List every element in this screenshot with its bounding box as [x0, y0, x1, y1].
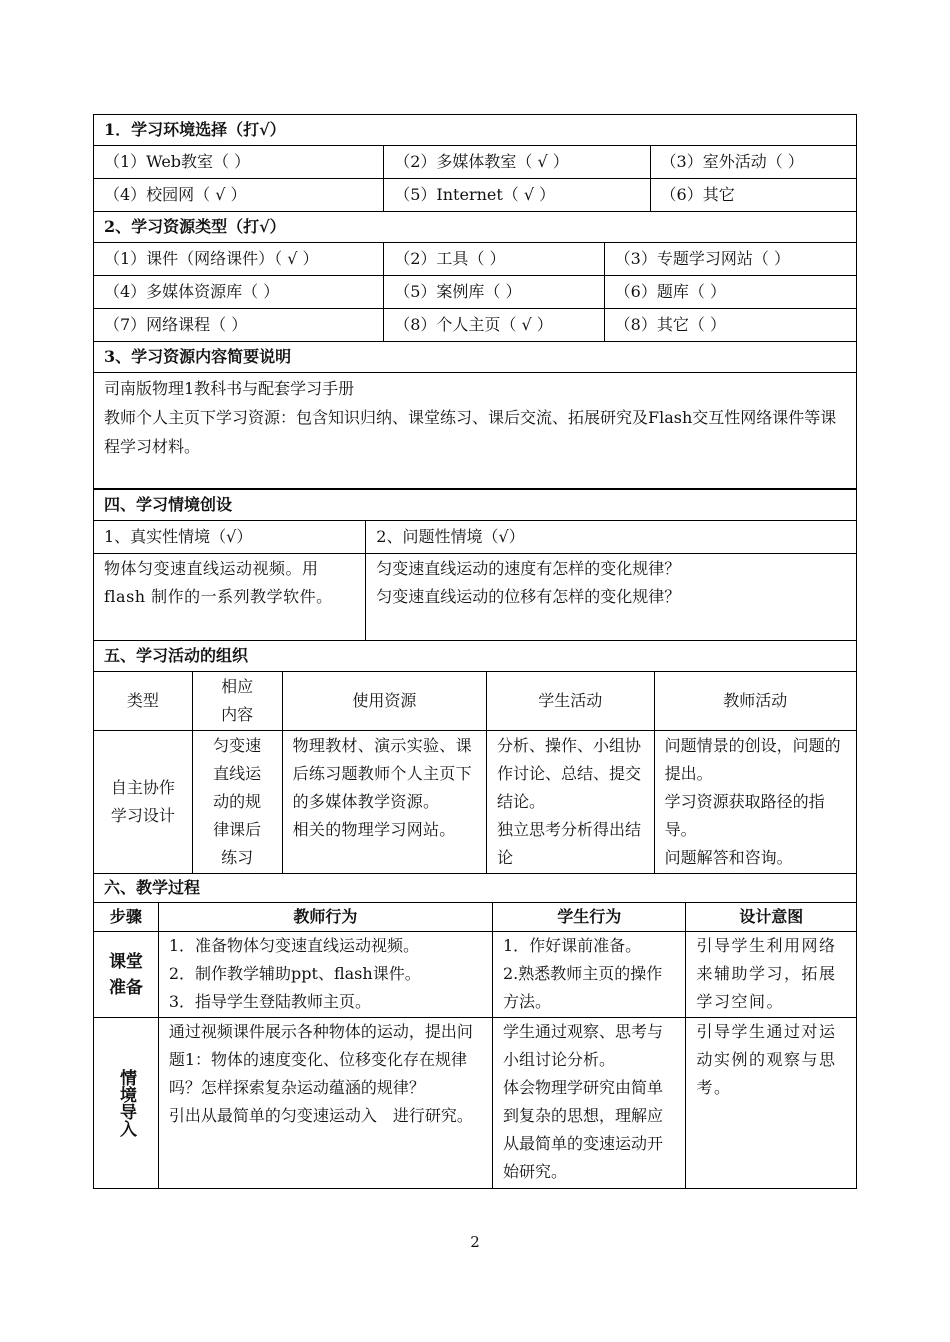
column-header: 教师活动 [723, 691, 788, 710]
student-line: 体会物理学研究由简单到复杂的思想，理解应从最简单的变速运动开始研究。 [502, 1078, 663, 1181]
table-row [94, 243, 856, 276]
option-cell: （4）校园网（ √ ） [94, 179, 384, 211]
option-cell: （8）个人主页（ √ ） [384, 309, 604, 341]
context-header: 2、问题性情境（√） [376, 527, 525, 546]
option-cell: （8）其它（ ） [614, 315, 726, 334]
page-number: 2 [470, 1233, 480, 1251]
activity-student [487, 731, 655, 873]
section-title: 四、学习情境创设 [94, 490, 856, 521]
teacher-line: 3．指导学生登陆教师主页。 [168, 992, 372, 1011]
table-header-row [94, 672, 856, 731]
description-body [94, 373, 856, 489]
teacher-behavior [159, 932, 493, 1017]
teacher-line: 1．准备物体匀变速直线运动视频。 [168, 936, 420, 955]
option-cell: （2）工具（ ） [384, 243, 604, 275]
student-line: 1．作好课前准备。 [502, 936, 642, 955]
section-title: 六、教学过程 [94, 874, 856, 903]
section-resource-type [93, 211, 857, 341]
student-line: 学生通过观察、思考与小组讨论分析。 [502, 1022, 663, 1069]
resource-text: 物理教材、演示实验、课后练习题教师个人主页下的多媒体教学资源。 [292, 736, 472, 811]
column-header: 学生行为 [493, 903, 686, 931]
description-line: 教师个人主页下学习资源：包含知识归纳、课堂练习、课后交流、拓展研究及Flash交互性网络课件等课程学习材料。 [104, 408, 837, 456]
teacher-line: 通过视频课件展示各种物体的运动，提出问题1：物体的速度变化、位移变化存在规律吗？怎样探索复杂运动蕴涵的规律？ [168, 1022, 473, 1097]
activity-resource [283, 731, 487, 873]
resource-text: 相关的物理学习网站。 [292, 820, 456, 839]
student-behavior [493, 932, 686, 1017]
student-behavior [493, 1018, 686, 1188]
section-title: 五、学习活动的组织 [94, 641, 856, 672]
student-text: 分析、操作、小组协作讨论、总结、提交结论。 [497, 736, 642, 811]
section-environment [93, 114, 857, 211]
section-title: 3、学习资源内容简要说明 [94, 342, 856, 373]
option-cell: （5）案例库（ ） [384, 276, 604, 308]
step-label-cell [94, 1018, 159, 1188]
step-label: 课堂准备 [94, 932, 159, 1017]
option-cell: （7）网络课程（ ） [94, 309, 384, 341]
option-cell: （4）多媒体资源库（ ） [94, 276, 384, 308]
teacher-line: 2．制作教学辅助ppt、flash课件。 [168, 964, 421, 983]
column-header: 步骤 [94, 903, 159, 931]
table-row [94, 932, 856, 1018]
column-header: 使用资源 [283, 672, 487, 730]
column-header: 设计意图 [739, 907, 804, 926]
design-intent: 引导学生通过对运动实例的观察与思考。 [696, 1022, 837, 1097]
section-title: 1．学习环境选择（打√） [94, 115, 856, 146]
column-header: 学生活动 [487, 672, 655, 730]
option-cell: （1）课件（网络课件）（ √ ） [94, 243, 384, 275]
context-real: 物体匀变速直线运动视频。用flash 制作的一系列教学软件。 [94, 554, 366, 640]
student-text: 独立思考分析得出结论 [497, 820, 642, 867]
table-header-row [94, 903, 856, 932]
table-row [94, 731, 856, 873]
table-row [94, 276, 856, 309]
option-cell: （3）室外活动（ ） [660, 152, 804, 171]
table-row [94, 146, 856, 179]
teacher-line: 引出从最简单的匀变速运动入 进行研究。 [168, 1106, 473, 1125]
option-cell: （6）其它 [660, 185, 735, 204]
option-cell: （5）Internet（ √ ） [384, 179, 650, 211]
section-title: 2、学习资源类型（打√） [94, 212, 856, 243]
section-activity-organization [93, 640, 857, 873]
section-teaching-process [93, 873, 857, 1189]
option-cell: （1）Web教室（ ） [94, 146, 384, 178]
teacher-text: 问题解答和咨询。 [664, 848, 793, 867]
design-intent: 引导学生利用网络来辅助学习，拓展学习空间。 [696, 936, 837, 1011]
activity-teacher [655, 731, 856, 873]
step-label: 情境导入 [115, 1069, 136, 1137]
question-line: 匀变速直线运动的位移有怎样的变化规律？ [376, 587, 681, 606]
activity-content: 匀变速直线运动的规律课后练习 [193, 731, 283, 873]
table-row [94, 1018, 856, 1188]
section-learning-context [93, 489, 857, 640]
section-resource-description [93, 341, 857, 489]
document-page [93, 114, 857, 1189]
table-row [94, 309, 856, 341]
table-row [94, 521, 856, 554]
column-header: 教师行为 [159, 903, 493, 931]
teacher-behavior [159, 1018, 493, 1188]
description-line: 司南版物理1教科书与配套学习手册 [104, 379, 355, 398]
column-header: 相应内容 [193, 672, 283, 730]
teacher-text: 问题情景的创设，问题的提出。 [664, 736, 841, 783]
context-question [366, 554, 856, 640]
teacher-text: 学习资源获取路径的指导。 [664, 792, 825, 839]
column-header: 类型 [94, 672, 193, 730]
activity-type: 自主协作学习设计 [94, 731, 193, 873]
option-cell: （2）多媒体教室（ √ ） [384, 146, 650, 178]
table-row [94, 554, 856, 640]
option-cell: （3）专题学习网站（ ） [614, 249, 790, 268]
context-header: 1、真实性情境（√） [94, 521, 366, 553]
option-cell: （6）题库（ ） [614, 282, 726, 301]
student-line: 2.熟悉教师主页的操作方法。 [502, 964, 663, 1011]
question-line: 匀变速直线运动的速度有怎样的变化规律？ [376, 559, 681, 578]
table-row [94, 179, 856, 211]
